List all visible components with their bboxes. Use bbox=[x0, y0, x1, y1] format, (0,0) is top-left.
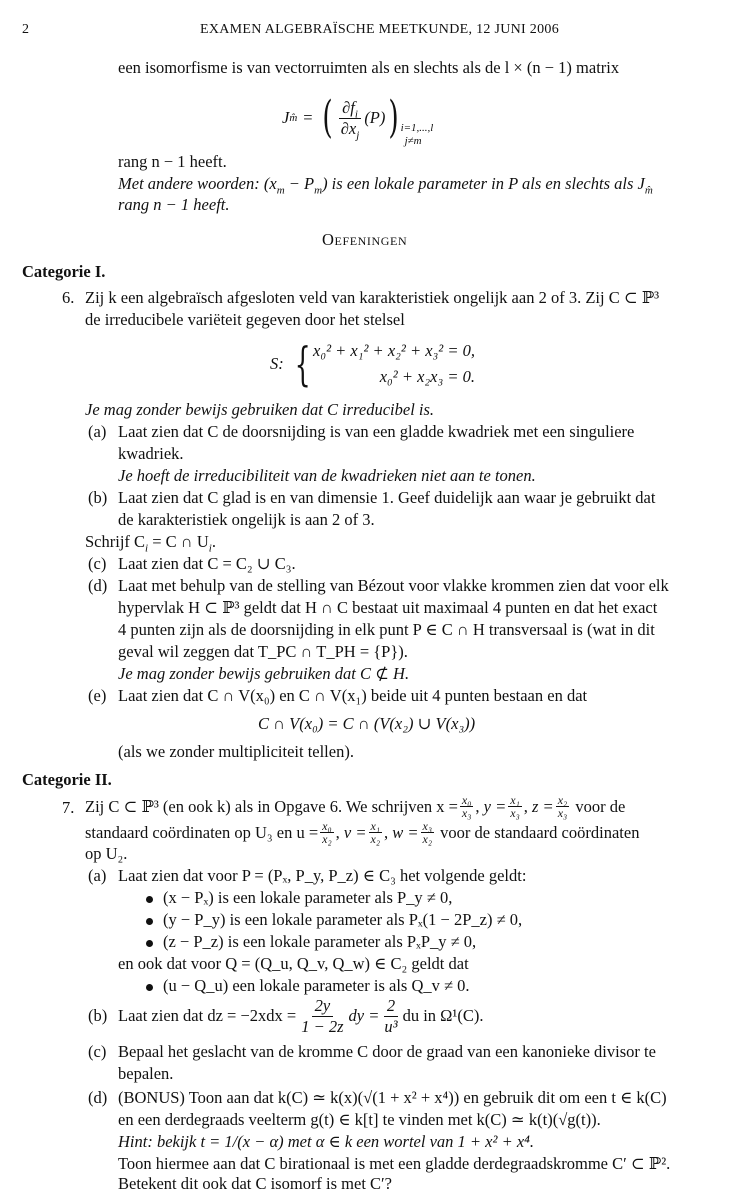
q7c-line-2: bepalen. bbox=[118, 1064, 174, 1083]
jacobian-matrix: J m̂ = ( $\partial f_i$ $\partial x_j$ (P) ) i=1,...,l j≠m bbox=[282, 92, 434, 147]
q6-line-2: de irreducibele variëteit gegeven door het stelsel bbox=[85, 310, 405, 329]
q7-line-1b: voor de bbox=[575, 796, 626, 816]
intro-line-4: rang n − 1 heeft. bbox=[118, 195, 230, 214]
bullet-icon bbox=[146, 918, 153, 925]
q6e-line-1: Laat zien dat C ∩ V(x₀) en C ∩ V(x₁) beide uit 4 punten bestaan en dat bbox=[118, 686, 588, 705]
intro-line-2: rang n − 1 heeft. bbox=[118, 152, 227, 171]
frac-y-den: x₃ bbox=[510, 806, 520, 820]
frac-v-den: x₂ bbox=[370, 832, 380, 846]
q7c-label: (c) bbox=[88, 1042, 107, 1061]
intro-line-3b: − P bbox=[284, 174, 315, 193]
page-number: 2 bbox=[22, 22, 29, 37]
q7d-line-3: Hint: bekijk t = 1/(x − α) met α ∈ k een wortel van 1 + x² + x⁴. bbox=[118, 1132, 535, 1151]
system-brace: { bbox=[294, 337, 311, 391]
frac-z-num: x₂ bbox=[557, 793, 568, 807]
q7d-line-5: Betekent dit ook dat C isomorf is met C′? bbox=[118, 1174, 392, 1193]
q7a-bullet-3-text: (z − P_z) is een lokale parameter als PₓP_y ≠ 0, bbox=[163, 932, 477, 951]
q7d-label: (d) bbox=[88, 1088, 108, 1107]
q7d-line-4: Toon hiermee aan dat C birationaal is met een gladde derdegraadskromme C′ ⊂ ℙ². bbox=[118, 1154, 671, 1173]
q6d-line-4: geval wil zeggen dat T_PC ∩ T_PH = {P}). bbox=[118, 642, 408, 661]
q7a-bullet-3 bbox=[146, 930, 476, 954]
q7-number: 7. bbox=[62, 798, 75, 817]
intro-line-3-sub1: m bbox=[276, 184, 285, 197]
intro-line-3-sub2: m bbox=[314, 184, 323, 197]
frac-z-den: x₃ bbox=[557, 806, 568, 820]
matrix-den-sub: j bbox=[356, 128, 360, 141]
intro-line-1: een isomorfisme is van vectorruimten als en slechts als de l × (n − 1) matrix bbox=[118, 58, 620, 77]
system-eq-1: x₀² + x₁² + x₂² + x₃² = 0, bbox=[313, 341, 475, 360]
q7-line-2b: voor de standaard coördinaten bbox=[440, 822, 640, 842]
q7d-line-1: (BONUS) Toon aan dat k(C) ≃ k(x)(√(1 + x² + x⁴)) en gebruik dit om een t ∈ k(C) bbox=[118, 1088, 667, 1107]
q6d-label: (d) bbox=[88, 576, 108, 595]
schrijf-sub2: i bbox=[208, 542, 212, 555]
matrix-arg: (P) bbox=[364, 108, 386, 127]
q7a-label: (a) bbox=[88, 866, 107, 885]
schrijf-sub1: i bbox=[145, 542, 149, 555]
q6-number: 6. bbox=[62, 288, 75, 307]
running-title: EXAMEN ALGEBRAÏSCHE MEETKUNDE, 12 JUNI 2006 bbox=[200, 22, 559, 37]
category-1-title: Categorie I. bbox=[22, 262, 106, 281]
q6d-line-1: Laat met behulp van de stelling van Bézout voor vlakke krommen zien dat voor elk bbox=[118, 576, 669, 595]
bullet-icon bbox=[146, 896, 153, 903]
q6e-label: (e) bbox=[88, 686, 107, 705]
intro-line-3a: Met andere woorden: (x bbox=[118, 174, 277, 193]
q6a-line-1: Laat zien dat C de doorsnijding is van een gladde kwadriek met een singuliere bbox=[118, 422, 635, 441]
matrix-num-sub: i bbox=[354, 107, 358, 120]
equation-system bbox=[270, 336, 475, 392]
q7d-line-2: en een derdegraads veelterm g(t) ∈ k[t] te vinden met k(C) ≃ k(t)(√g(t)). bbox=[118, 1110, 601, 1129]
schrijf-c: . bbox=[211, 532, 216, 551]
frac-w-num: x₃ bbox=[422, 819, 433, 833]
q7b-frac2-num: 2 bbox=[384, 996, 398, 1017]
q6-line-1: Zij k een algebraïsch afgesloten veld van karakteristiek ongelijk aan 2 of 3. Zij C ⊂ ℙ³ bbox=[85, 288, 660, 307]
matrix-num: ∂f bbox=[342, 97, 355, 117]
q7a-bullet-2-text: (y − P_y) is een lokale parameter als Pₓ(1 − 2P_z) ≠ 0, bbox=[163, 910, 523, 929]
matrix-index-2: j≠m bbox=[404, 135, 422, 147]
q7a-bullet-2 bbox=[146, 908, 522, 932]
frac-y-num: x₁ bbox=[510, 793, 520, 807]
bullet-icon bbox=[146, 984, 153, 991]
q6d-line-3: 4 punten zijn als de doorsnijding in elk punt P ∈ C ∩ H transversaal is (wat in dit bbox=[118, 620, 655, 639]
q7b-mid: dy = bbox=[348, 1006, 380, 1025]
bullet-icon bbox=[146, 940, 153, 947]
frac-u-num: x₀ bbox=[322, 819, 332, 833]
frac-w-den: x₂ bbox=[422, 832, 433, 846]
q6d-line-2: hypervlak H ⊂ ℙ³ geldt dat H ∩ C bestaat uit maximaal 4 punten en dat het exact bbox=[118, 598, 658, 617]
q7-line-2a: standaard coördinaten op U₃ en u = bbox=[85, 822, 319, 842]
schrijf-a: Schrijf C bbox=[85, 532, 146, 551]
q7a-line-1: Laat zien dat voor P = (Pₓ, P_y, P_z) ∈ C₃ het volgende geldt: bbox=[118, 866, 527, 885]
q7b-frac2-den: u³ bbox=[384, 1016, 398, 1036]
q7a-bullet-1-text: (x − Pₓ) is een lokale parameter als P_y ≠ 0, bbox=[163, 888, 453, 907]
frac-x-num: x₀ bbox=[461, 793, 472, 807]
q7b-label: (b) bbox=[88, 1006, 108, 1025]
q6e-line-2: (als we zonder multipliciteit tellen). bbox=[118, 742, 354, 761]
q6b-label: (b) bbox=[88, 488, 108, 507]
system-label: S: bbox=[270, 354, 284, 373]
q6b-line-1: Laat zien dat C glad is en van dimensie 1. Geef duidelijk aan waar je gebruikt dat bbox=[118, 488, 656, 507]
intro-line-3c: ) is een lokale parameter in P als en slechts als J bbox=[322, 174, 645, 193]
q7b-line-1a: Laat zien dat dz = −2xdx = bbox=[118, 1006, 297, 1025]
schrijf-b: = C ∩ U bbox=[148, 532, 209, 551]
q6b-line-2: de karakteristiek ongelijk is aan 2 of 3. bbox=[118, 510, 375, 529]
frac-v-num: x₁ bbox=[370, 819, 380, 833]
q7b-end: du in Ω¹(C). bbox=[402, 1006, 484, 1025]
category-2-title: Categorie II. bbox=[22, 770, 112, 789]
q7-line-1a: Zij C ⊂ ℙ³ (en ook k) als in Opgave 6. We schrijven x = bbox=[85, 796, 458, 816]
q7-line-2: standaard coördinaten op U₃ en u = $\frac{\text{x₀}}{\text{x₂}}$ , v = $\frac{\text{x₁}}{\text{x₂}}$ , w = $\frac{\text{x₃}}{\text{x₂}}$ voor de standaard coördinaten bbox=[85, 819, 640, 846]
q6-note: Je mag zonder bewijs gebruiken dat C irreducibel is. bbox=[85, 400, 435, 419]
q7-line-3: op U₂. bbox=[85, 844, 128, 863]
q7a-bullet-1 bbox=[146, 886, 452, 910]
q6a-label: (a) bbox=[88, 422, 107, 441]
schrijf-line bbox=[85, 530, 216, 554]
q7b-frac1-num: 2y bbox=[312, 996, 334, 1017]
matrix-lhs: J bbox=[282, 108, 290, 127]
system-eq-2: x₀² + x₂x₃ = 0. bbox=[379, 367, 475, 386]
section-title: Oefeningen bbox=[322, 230, 408, 249]
intro-line-3-sub3: m̂ bbox=[644, 184, 653, 197]
matrix-index-1: i=1,...,l bbox=[400, 122, 434, 134]
frac-x-den: x₃ bbox=[461, 806, 472, 820]
q6e-equation: C ∩ V(x₀) = C ∩ (V(x₂) ∪ V(x₃)) bbox=[258, 714, 476, 733]
q7c-line-1: Bepaal het geslacht van de kromme C door de graad van een kanonieke divisor te bbox=[118, 1042, 656, 1061]
frac-u-den: x₂ bbox=[322, 832, 332, 846]
q7b-line-1 bbox=[118, 994, 483, 1038]
q7a-bullet-4-text: (u − Q_u) een lokale parameter is als Q_v ≠ 0. bbox=[163, 976, 470, 995]
q6c-label: (c) bbox=[88, 554, 107, 573]
q6d-line-5: Je mag zonder bewijs gebruiken dat C ⊄ H. bbox=[118, 664, 410, 683]
q6a-line-3: Je hoeft de irreducibiliteit van de kwadrieken niet aan te tonen. bbox=[118, 466, 536, 485]
q7b-frac1-den: 1 − 2z bbox=[301, 1016, 344, 1036]
q7-line-1: Zij C ⊂ ℙ³ (en ook k) als in Opgave 6. We schrijven x = $\frac{\text{x₀}}{\text{x₃}}$ , y = $\frac{\text{x₁}}{\text{x₃}}$ , z = $\frac{\text{x₂}}{\text{x₃}}$ voor de bbox=[85, 793, 626, 820]
matrix-den: ∂x bbox=[340, 118, 357, 138]
q6c-line-1: Laat zien dat C = C₂ ∪ C₃. bbox=[118, 554, 296, 573]
q7a-line-2: en ook dat voor Q = (Q_u, Q_v, Q_w) ∈ C₂ geldt dat bbox=[118, 954, 469, 973]
q6a-line-2: kwadriek. bbox=[118, 444, 184, 463]
